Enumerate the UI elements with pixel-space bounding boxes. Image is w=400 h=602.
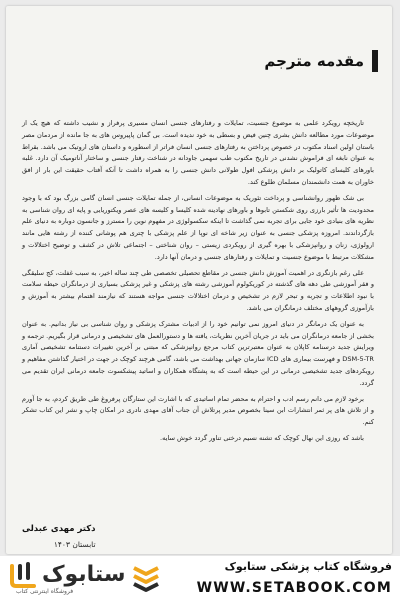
- book-stack-icon: [132, 564, 160, 594]
- book-page: [6, 6, 392, 554]
- paragraph: باشد که روزی این نهال کوچک که تشنه نسیم درختی تناور گردد خوش سایه.: [160, 433, 364, 442]
- logo-wordmark: ستابوک: [42, 562, 126, 587]
- page-heading: مقدمه مترجم: [264, 52, 364, 70]
- paragraph: برخود لازم می دانم رسم ادب و احترام به محضر تمام اساتیدی که با اشارت این ستارگان پرفروغ طی طریق کردم، به جا آورم و از تلاش های پر ثمر انتشارات ابن سینا بخصوص مدیر پرتلاش آن جناب آقای مهدی نادری در امکان چاپ و نشر این کتاب تشکر کنم.: [22, 394, 374, 427]
- paragraph: بی شک ظهور روانشناسی و پرداخت تئوریک به موضوعات انسانی، از جمله تمایلات جنسی انسان گامی بزرگ بود که با وجود محدودیت ها تأثیر بارزی روی شکستن تابوها و باورهای نهادینه شده کلیسا و کلیسه های عصر ویکتوریایی و پایه ای روان شناسی به نظریه های بنیادی خود جایی برای تجربه نمی گذاشت تا اینکه سکسولوژی در مفهوم نوین را مسترز و جانسون دوباره به دنیای علم بازگرداندند. امروزه پزشکی جنسی به عنوان زیر شاخه ای نوپا از علم پزشکی با چتری هم پوشانی کننده از رشته هایی مانند ارولوژی، زنان و روانپزشکی با بهره گیری از رویکردی زیستی – روان شناختی – اجتماعی تلاش در کشف و توضیح اختلالات و مشکلات مرتبط با موضوع جنسیت و تمایلات و رفتارهای جنسی و درمان آنها دارد.: [22, 193, 374, 261]
- paragraph: تاریخچه رویکرد علمی به موضوع جنسیت، تمایلات و رفتارهای جنسی انسان مسیری پرفراز و نشیب داشته که هیچ یک از موضوعات مورد مطالعه دانش بشری چنین فیض و بسطی به خود ندیده است. بی گمان پاپیروس های به جا مانده از مردمان مصر باستان اولین اسناد مکتوب در خصوص پرداختن به رفتارهای جنسی انسان فراتر از اسطوره و داستان های اروتیک می باشد. بقراط به عنوان نابغه ای فراموش نشدنی در تاریخ مکتوب طب سهمی جاودانه در شناخت رفتار جنسی و ساختار آناتومیک آن دارد. غلبه باورهای کلیسای کاتولیک بر دانش پزشکی افول طولانی دانش جنسی را به همراه داشت تا آنکه آفتاب حقیقت این بار از افق خاوران به همت دانشمندان مسلمان طلوع کند.: [22, 119, 374, 186]
- signature-block: [22, 524, 96, 549]
- store-url[interactable]: WWW.SETABOOK.COM: [196, 580, 392, 596]
- store-footer: [0, 556, 400, 602]
- signature-date: تابستان ۱۴۰۳: [53, 540, 96, 549]
- paragraph: به عنوان یک درمانگر در دنیای امروز نمی توانیم خود را از ادبیات مشترک پزشکی و روان شناسی بی نیاز بدانیم. به عنوان بخشی از جامعه درمانگران می باید در جریان آخرین نظریات، یافته ها و دستورالعمل های تشخیصی و درمانی قرار بگیریم. ترجمه و ویرایش جدید درسنامه کاپلان به عنوان معتبرترین کتاب مرجع روانپزشکی که مبتنی بر آخرین تغییرات دستنامه تشخیصی آماری DSM-5-TR و فهرست بیماری های ICD سازمان جهانی بهداشت می باشد، گامی هرچند کوچک در جهت در اختیار گذاشتن مفاهیم و رویکردهای جدید تشخیصی درمانی در این حیطه است که به پشتگاه همکاران و اساتید پیشکسوت جامعه درمانی ایران تقدیم می گردد.: [22, 319, 374, 387]
- paragraph: علی رغم بازنگری در اهمیت آموزش دانش جنسی در مقاطع تحصیلی تخصصی طی چند ساله اخیر، به سبب غفلت، کج سلیقگی و فقر آموزشی طی دهه های گذشته در کوریکولوم آموزشی رشته های پزشکی و غیر پزشکی بسیاری از درمانگران حیطه سلامت با نبود اطلاعات و تجربه و تبحر لازم در تشخیص و درمان اختلالات جنسی مواجه هستند که نیازمند اهتمام بیشتر به آموزش و بازآموزی گروههای مختلف درمانگران می باشد.: [22, 268, 374, 312]
- body-text: [22, 118, 374, 449]
- logo-tagline: فروشگاه اینترنتی کتاب: [16, 588, 74, 595]
- title-bar: [264, 50, 378, 72]
- translator-name: دکتر مهدی عبدلی: [22, 524, 96, 534]
- setabook-logo[interactable]: [8, 560, 126, 598]
- store-name: فروشگاه کتاب پزشکی ستابوک: [224, 560, 392, 573]
- logo-mark-icon: [8, 560, 42, 590]
- heading-rule: [372, 50, 378, 72]
